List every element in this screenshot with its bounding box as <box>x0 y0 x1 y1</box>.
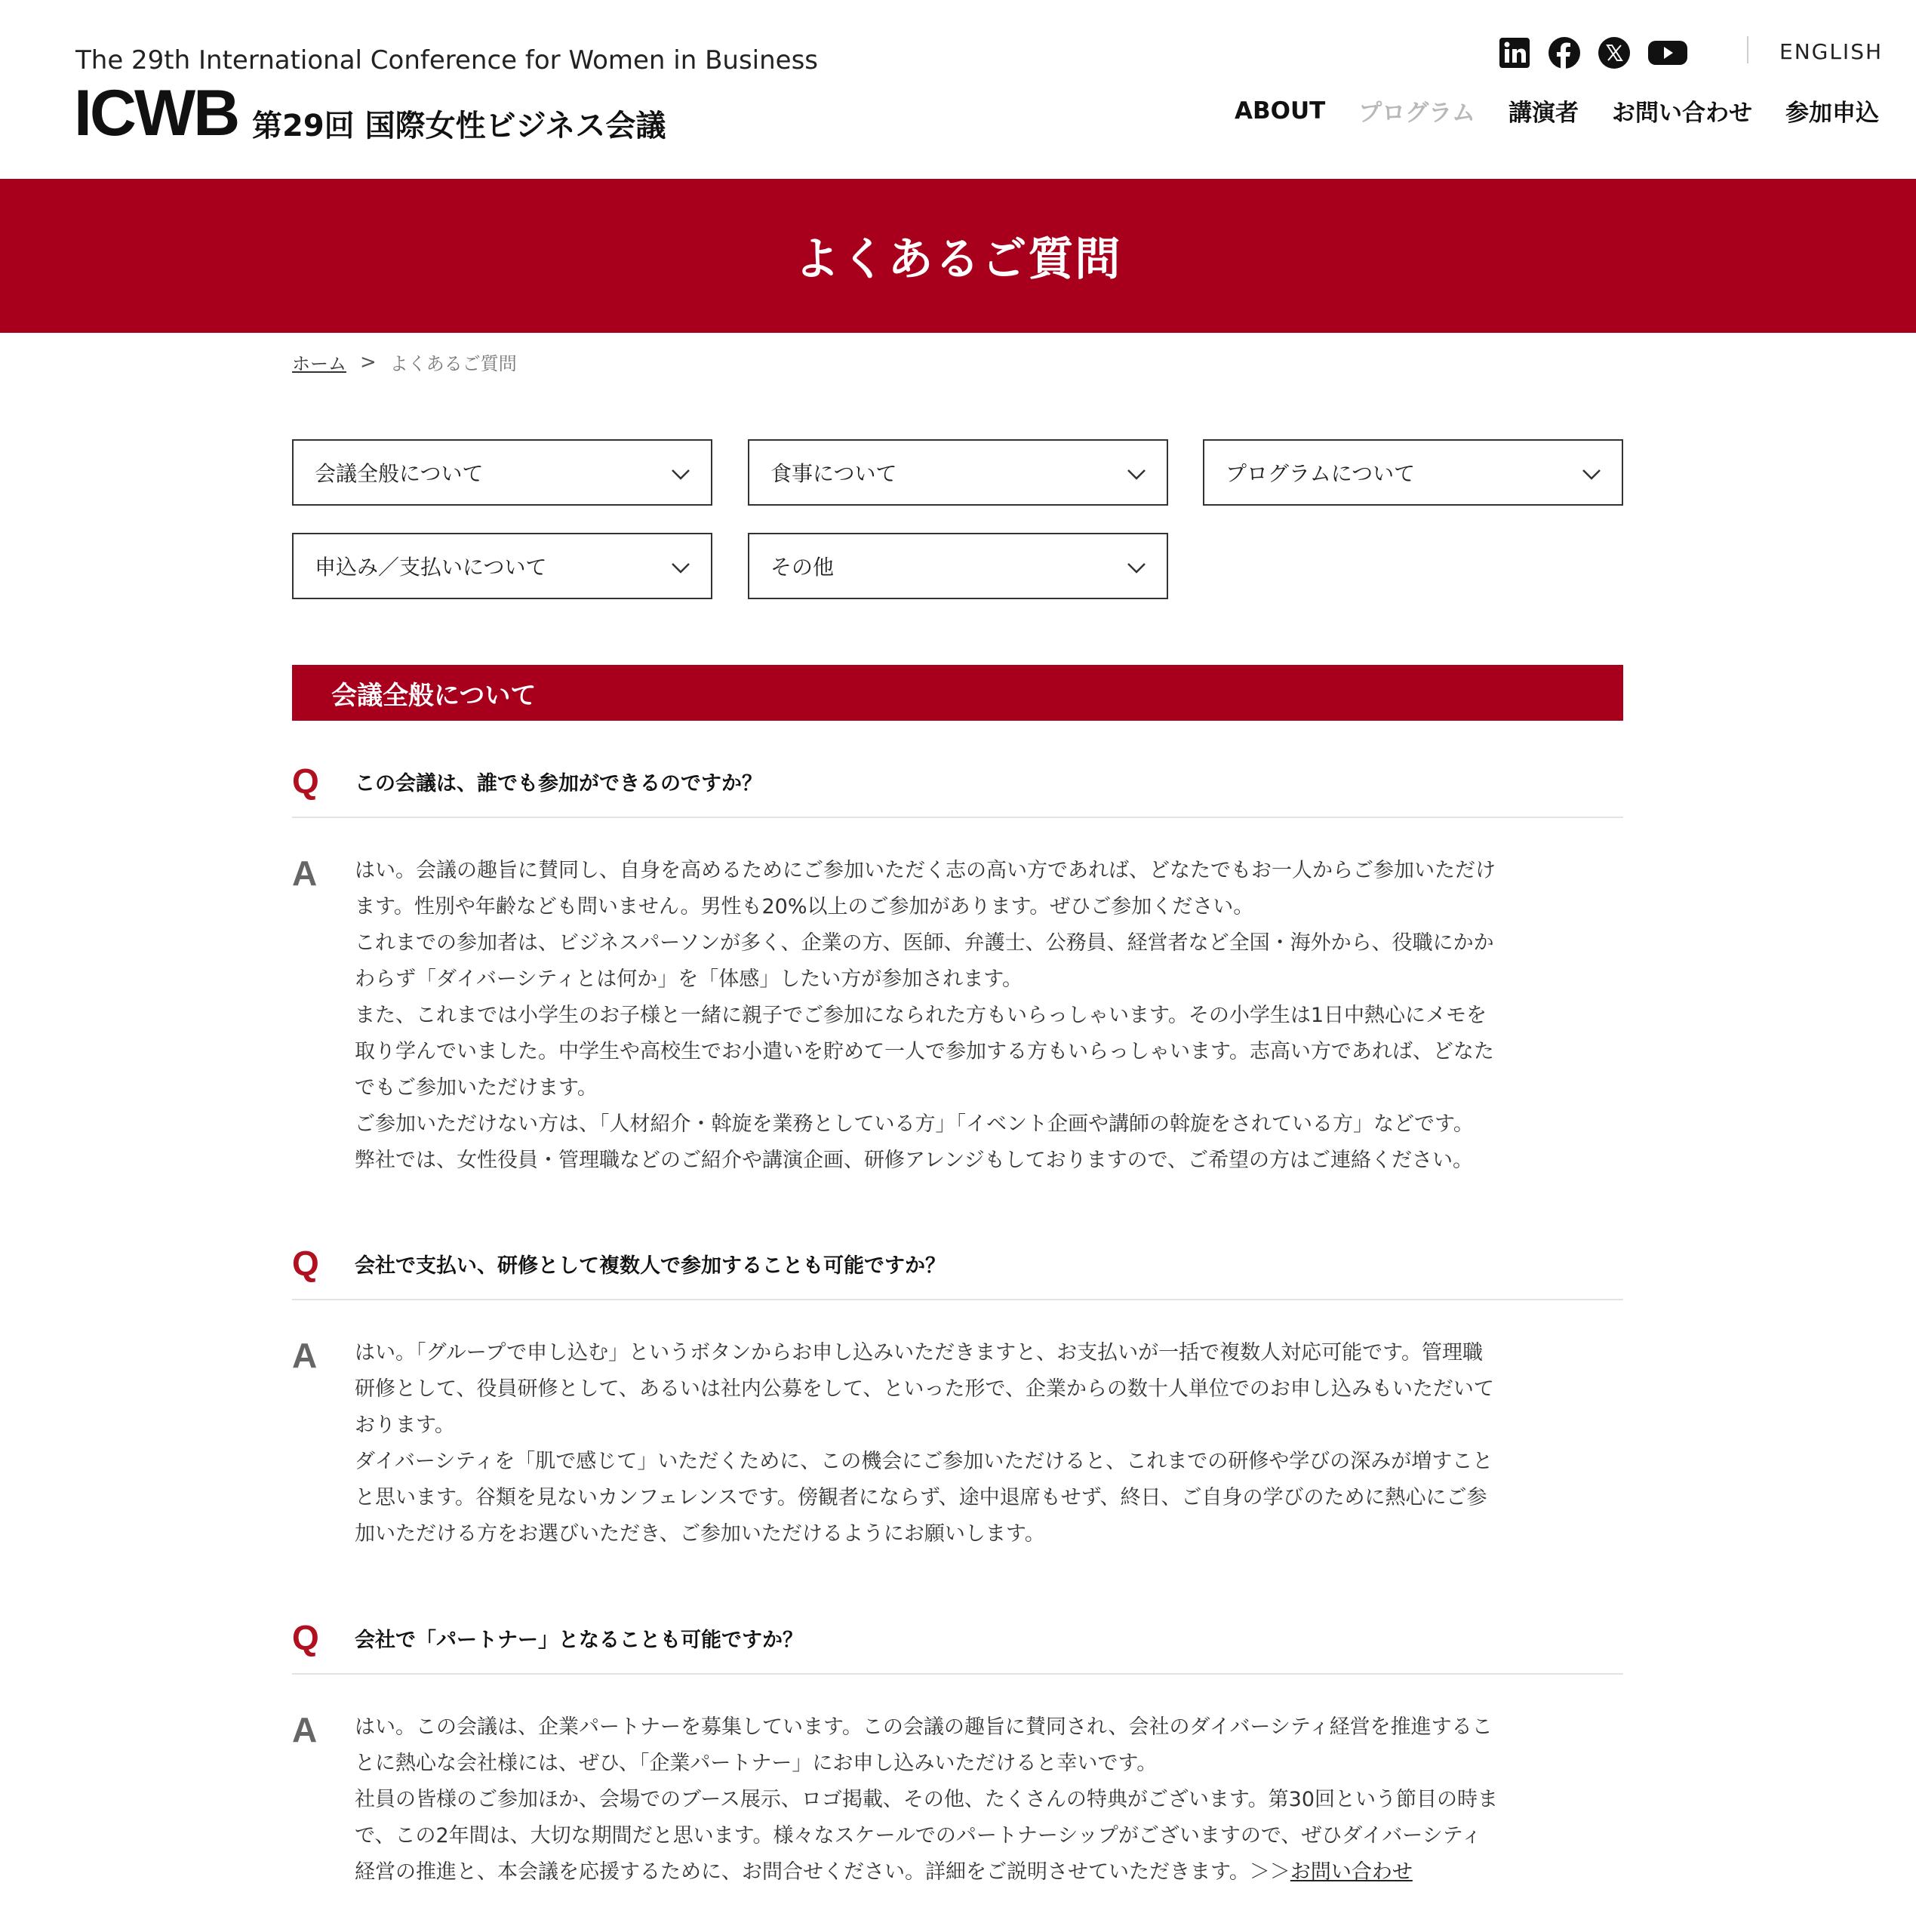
answer-line: 研修として、役員研修として、あるいは社内公募をして、といった形で、企業からの数十人単位でのお申し込みもいただいて <box>355 1377 1494 1401</box>
nav-contact[interactable]: お問い合わせ <box>1612 100 1752 127</box>
breadcrumb-home[interactable]: ホーム <box>292 353 346 374</box>
answer-line: 加いただける方をお選びいただき、ご参加いただけるようにお願いします。 <box>355 1522 1045 1546</box>
nav-register[interactable]: 参加申込 <box>1785 100 1879 127</box>
nav-about[interactable]: ABOUT <box>1235 97 1326 125</box>
answer-line: おります。 <box>355 1414 455 1437</box>
contact-link[interactable]: お問い合わせ <box>1290 1860 1413 1884</box>
category-label: プログラムについて <box>1226 461 1416 486</box>
facebook-icon[interactable] <box>1548 36 1581 69</box>
answer-line: 取り学んでいました。中学生や高校生でお小遣いを貯めて一人で参加する方もいらっしゃいます。志高い方であれば、どなた <box>355 1040 1494 1063</box>
answer-line: はい。この会議は、企業パートナーを募集しています。この会議の趣旨に賛同され、会社のダイバーシティ経営を推進するこ <box>355 1715 1493 1739</box>
category-general[interactable] <box>292 439 712 506</box>
page-hero <box>0 179 1916 333</box>
category-label: その他 <box>770 555 835 580</box>
header-divider <box>1747 36 1748 63</box>
question-text: 会社で支払い、研修として複数人で参加することも可能ですか？ <box>355 1254 946 1278</box>
answer-line: でもご参加いただけます。 <box>355 1076 598 1100</box>
social-links <box>1498 36 1688 69</box>
chevron-down-icon <box>1126 557 1147 578</box>
answer-line: 弊社では、女性役員・管理職などのご紹介や講演企画、研修アレンジもしておりますので、ご希望の方はご連絡ください。 <box>355 1149 1474 1172</box>
question-divider <box>292 1673 1623 1675</box>
nav-speakers[interactable]: 講演者 <box>1509 100 1579 127</box>
nav-program[interactable]: プログラム <box>1358 100 1475 127</box>
answer-line: また、これまでは小学生のお子様と一緒に親子でご参加になられた方もいらっしゃいます。その小学生は1日中熱心にメモを <box>355 1004 1487 1027</box>
question-divider <box>292 817 1623 818</box>
category-label: 食事について <box>770 461 897 486</box>
main-nav <box>1235 94 1879 128</box>
question-mark: Q <box>292 761 319 801</box>
site-header <box>0 0 1916 179</box>
category-label: 会議全般について <box>315 461 484 486</box>
site-logo-jp[interactable]: 第29回 国際女性ビジネス会議 <box>252 109 666 143</box>
category-other[interactable] <box>748 533 1168 599</box>
answer-line: ご参加いただけない方は、「人材紹介・斡旋を業務としている方」「イベント企画や講師の斡旋をされている方」などです。 <box>355 1112 1474 1136</box>
answer-mark: A <box>292 1710 318 1749</box>
section-title: 会議全般について <box>331 680 537 711</box>
category-label: 申込み／支払いについて <box>315 555 547 580</box>
answer-line: 社員の皆様のご参加ほか、会場でのブース展示、ロゴ掲載、その他、たくさんの特典がございます。第30回という節目の時ま <box>355 1788 1499 1811</box>
answer-body <box>355 1335 1622 1552</box>
breadcrumb-separator: > <box>360 350 377 374</box>
answer-line: と思います。谷類を見ないカンフェレンスです。傍観者にならず、途中退席もせず、終日、ご自身の学びのために熱心にご参 <box>355 1486 1487 1509</box>
breadcrumb <box>292 349 517 375</box>
answer-line-text: 経営の推進と、本会議を応援するために、お問合せください。詳細をご説明させていただきます。＞＞ <box>355 1860 1290 1884</box>
youtube-icon[interactable] <box>1647 36 1688 69</box>
question-mark: Q <box>292 1244 319 1283</box>
english-link[interactable]: ENGLISH <box>1779 39 1884 64</box>
answer-line: ダイバーシティを「肌で感じて」いただくために、この機会にご参加いただけると、これまでの研修や学びの深みが増すこと <box>355 1450 1493 1473</box>
chevron-down-icon <box>670 463 691 485</box>
answer-line: わらず「ダイバーシティとは何か」を「体感」したい方が参加されます。 <box>355 968 1023 991</box>
category-meal[interactable] <box>748 439 1168 506</box>
chevron-down-icon <box>670 557 691 578</box>
answer-line: はい。「グループで申し込む」というボタンからお申し込みいただきますと、お支払いが一括で複数人対応可能です。管理職 <box>355 1341 1483 1364</box>
answer-line: これまでの参加者は、ビジネスパーソンが多く、企業の方、医師、弁護士、公務員、経営者など全国・海外から、役職にかか <box>355 931 1494 955</box>
page-title: よくあるご質問 <box>794 233 1122 286</box>
answer-line: とに熱心な会社様には、ぜひ、「企業パートナー」にお申し込みいただけると幸いです。 <box>355 1752 1158 1775</box>
answer-mark: A <box>292 854 318 893</box>
question-mark: Q <box>292 1618 319 1657</box>
chevron-down-icon <box>1126 463 1147 485</box>
answer-body <box>355 1709 1622 1890</box>
linkedin-icon[interactable] <box>1498 36 1531 69</box>
question-text: 会社で「パートナー」となることも可能ですか？ <box>355 1629 803 1652</box>
question-divider <box>292 1299 1623 1300</box>
question-text: この会議は、誰でも参加ができるのですか？ <box>355 772 762 795</box>
breadcrumb-current: よくあるご質問 <box>389 353 517 374</box>
site-logo[interactable]: ICWB <box>74 77 238 149</box>
answer-mark: A <box>292 1336 318 1375</box>
answer-body <box>355 853 1622 1179</box>
category-application[interactable] <box>292 533 712 599</box>
site-subtitle: The 29th International Conference for Women in Business <box>75 45 819 75</box>
x-icon[interactable] <box>1598 36 1631 69</box>
answer-line: ます。性別や年齢なども問いません。男性も20%以上のご参加があります。ぜひご参加ください。 <box>355 895 1254 918</box>
answer-line: で、この2年間は、大切な期間だと思います。様々なスケールでのパートナーシップがございますので、ぜひダイバーシティ <box>355 1824 1482 1847</box>
category-program[interactable] <box>1203 439 1623 506</box>
section-header <box>292 665 1623 721</box>
answer-line: はい。会議の趣旨に賛同し、自身を高めるためにご参加いただく志の高い方であれば、どなたでもお一人からご参加いただけ <box>355 859 1496 882</box>
chevron-down-icon <box>1581 463 1602 485</box>
answer-line <box>355 1854 1622 1890</box>
